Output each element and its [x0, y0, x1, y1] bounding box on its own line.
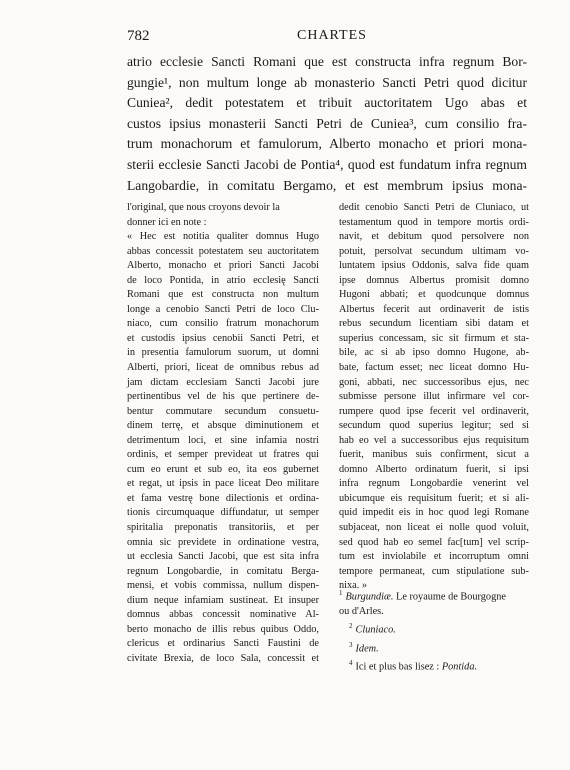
- note-line: rebus secundum licentiam sibi datam et: [339, 318, 529, 330]
- note-line: goni, abbati, nec successoribus ejus, nec: [339, 376, 529, 388]
- note-line: nixa. »: [339, 580, 368, 592]
- footnote-number: 3: [349, 640, 353, 649]
- note-line: omnia sic previdete in ordinatione vestra,: [127, 536, 319, 548]
- note-line: longe a cenobio Sancti Petri de loco Clu-: [127, 303, 319, 315]
- note-line: Albertus fecerit aut ordinaverit de istis: [339, 303, 529, 315]
- main-line: custos ipsius monasterii Sancti Petri de Cuniea³, cum consilio fra-: [127, 115, 527, 131]
- note-line: spiritalia preponatis transitoriis, et per: [127, 522, 319, 534]
- note-line: fuerit, manibus suis confirment, sicut a: [339, 449, 529, 461]
- note-line: jam dictam ecclesiam Sancti Jacobi jure: [127, 376, 319, 388]
- note-line: Hugoni abbati; et quodcunque domnus: [339, 289, 529, 301]
- note-line: Alberti, priori, liceat de omnibus rebus ad: [127, 362, 319, 374]
- note-line: et custodis ipsius cenobii Sancti Petri, et: [127, 332, 319, 344]
- main-line: trum monachorum et famulorum, Alberto monacho et priori mona-: [127, 136, 527, 152]
- note-line: testamentum quod in tempore mortis ordi-: [339, 216, 529, 228]
- note-line: superius concessam, sic sit firmum et sta-: [339, 332, 529, 344]
- note-line: ipse domnus Albertus promisit domno: [339, 274, 529, 286]
- note-line: clericus et ordinarius Sancti Faustini de: [127, 638, 319, 650]
- footnote: [339, 656, 531, 674]
- footnote: [339, 586, 531, 604]
- note-line: ubicumque eis requisitum fuerit; et si ali-: [339, 492, 529, 504]
- note-line: cum eo erunt et sub eo, ita eos gubernet: [127, 463, 319, 475]
- footnote-number: 4: [349, 659, 353, 668]
- note-line: « Hec est notitia qualiter domnus Hugo: [127, 231, 319, 243]
- main-line: sterii ecclesie Sancti Jacobi de Pontia⁴, quod est fundatum infra regnum: [127, 156, 527, 172]
- footnote-text: Ici et plus bas lisez :: [355, 661, 442, 673]
- note-line: bile, ac si ab ipso domno Hugone, ab-: [339, 347, 529, 359]
- footnote-text: Le royaume de Bourgogne: [393, 591, 506, 603]
- note-line: dinem terrę, et absque diminutionem et: [127, 420, 319, 432]
- note-line: subjaceat, non liceat ei nolle quod voluit,: [339, 522, 529, 534]
- note-line: abbas concessit potestatem seu auctoritatem: [127, 245, 319, 257]
- running-title: CHARTES: [297, 28, 367, 43]
- note-line: niaco, cum consilio fratrum monachorum: [127, 318, 319, 330]
- note-line: dedit cenobio Sancti Petri de Cluniaco, ut: [339, 202, 529, 213]
- note-line: mensi, et vobis commissa, nullum dispen-: [127, 580, 319, 592]
- note-line: tempore permaneat, cum stipulatione sub-: [339, 565, 529, 577]
- note-line: tionis circumquaque diffundatur, ut semper: [127, 507, 319, 519]
- note-line: potuit, persolvat secundum ultimam vo-: [339, 245, 529, 257]
- note-line: berto monacho de illis rebus quibus Oddo,: [127, 623, 319, 635]
- note-line: tum est inviolabile et incorruptum omni: [339, 551, 529, 563]
- note-line: submisse persone illut infirmare vel cor-: [339, 391, 529, 403]
- footnote-italic: Cluniaco.: [355, 624, 396, 636]
- note-line: infra regnum Longobardie venerint vel: [339, 478, 529, 490]
- note-line: navit, et debitum quod persolvere non: [339, 231, 529, 243]
- main-text: [127, 52, 527, 196]
- note-line: l'original, que nous croyons devoir la: [127, 202, 280, 213]
- note-line: de loco Pontida, in atrio ecclesię Sancti: [127, 274, 319, 286]
- left-note-column: [127, 201, 319, 667]
- footnote-text: ou d'Arles.: [339, 606, 384, 618]
- note-line: et regat, ut ipsis in pace liceat Deo militare: [127, 478, 319, 490]
- footnote-number: 2: [349, 622, 353, 631]
- note-line: Alberto, monacho et priori Sancti Jacobi: [127, 260, 319, 272]
- note-line: donner ici en note :: [127, 216, 207, 228]
- main-line: gungie¹, non multum longe ab monasterio Sancti Petri quod dicitur: [127, 74, 527, 90]
- note-line: sed quod hab eo semel fac[tum] vel scrip-: [339, 536, 529, 548]
- note-line: domnus abbas concessit nominative Al-: [127, 609, 319, 621]
- note-line: in presentia famulorum suorum, ut domni: [127, 347, 319, 359]
- footnote-number: 1: [339, 589, 343, 597]
- main-line: Langobardie, in comitatu Bergamo, et est membrum ipsius mona-: [127, 177, 527, 193]
- note-line: Romani que est constructa non multum: [127, 289, 319, 301]
- note-line: dium neque infamiam sustineat. Et insuper: [127, 594, 319, 606]
- note-line: ut ecclesia Sancti Jacobi, que est sita infra: [127, 551, 319, 563]
- note-line: luntatem ipsius Oddonis, salva fide quam: [339, 260, 529, 272]
- footnote: [339, 604, 531, 619]
- footnote: [339, 638, 531, 656]
- note-line: regnum Longobardie, in comitatu Berga-: [127, 565, 319, 577]
- right-note-column: [339, 201, 529, 594]
- page-number: 782: [127, 28, 150, 44]
- footnote-italic: Pontida.: [441, 661, 478, 673]
- note-line: bate, factum esset; nec liceat domno Hu-: [339, 362, 529, 374]
- note-line: hab eo vel a successoribus ejus requisitum: [339, 434, 529, 446]
- note-line: pertinentibus vel de his que pertinere de-: [127, 391, 319, 403]
- note-line: bentur commutare secundum consuetu-: [127, 405, 319, 417]
- main-line: Cuniea², dedit potestatem et tribuit auctoritatem Ugo abas et: [127, 95, 527, 111]
- footnotes: [339, 586, 531, 675]
- page-header: [127, 28, 527, 48]
- note-line: ordinis, et semper previdеat ut fratres qui: [127, 449, 319, 461]
- footnote-italic: Burgundiæ.: [345, 591, 394, 603]
- note-line: et fama vestrę bone dilectionis et ordina-: [127, 492, 319, 504]
- note-line: civitate Brexia, de loco Sala, concessit et: [127, 652, 319, 664]
- main-line: atrio ecclesie Sancti Romani que est constructa infra regnum Bor-: [127, 54, 527, 69]
- footnote: [339, 619, 531, 637]
- note-line: secundum quod superius legitur; sed si: [339, 420, 529, 432]
- note-line: domno Alberto ordinatum fuerit, si ipsi: [339, 463, 529, 475]
- note-line: detrimentum loci, et sine infamia nostri: [127, 434, 319, 446]
- note-line: rumpere quod ipse fecerit vel ordinaverit,: [339, 405, 529, 417]
- note-line: quid impedit eis in hoc quod legi Romane: [339, 507, 529, 519]
- footnote-italic: Idem.: [355, 643, 379, 655]
